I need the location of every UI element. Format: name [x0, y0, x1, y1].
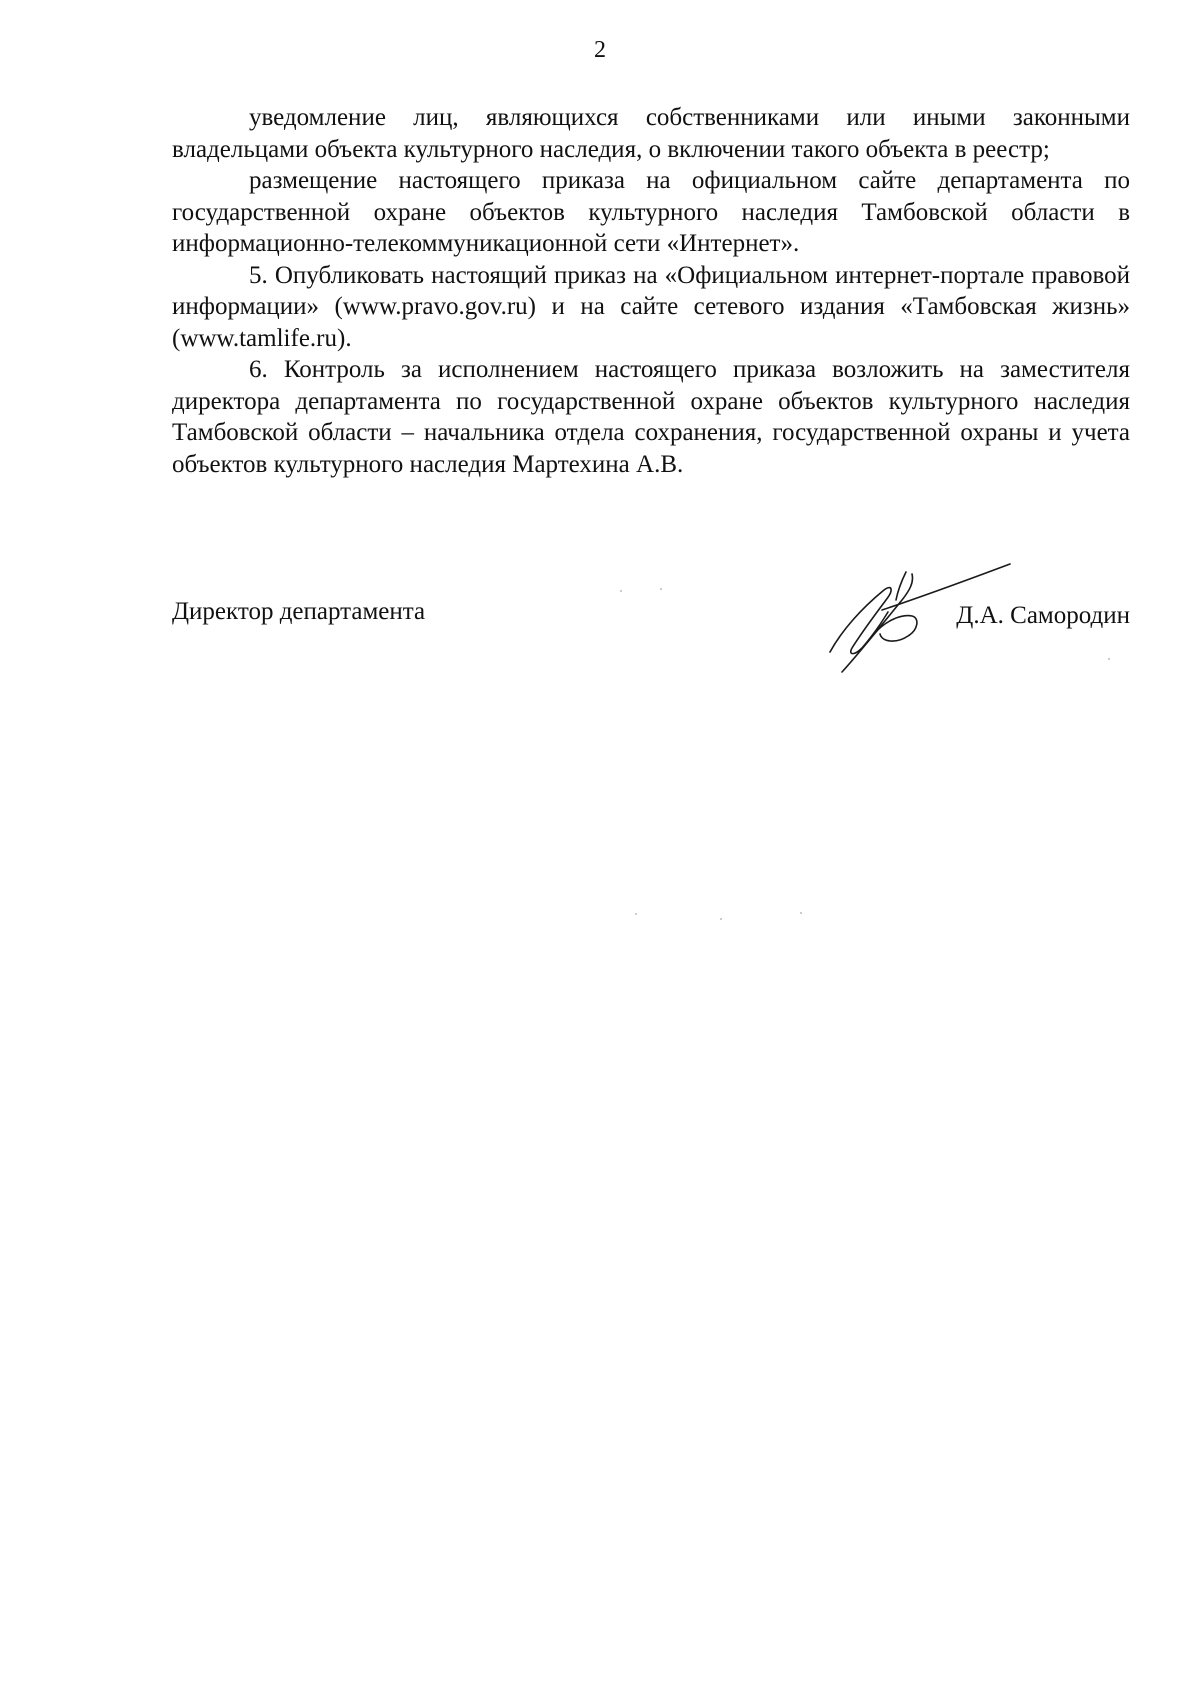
- paragraph-notification: уведомление лиц, являющихся собственниками или иными законными владельцами объекта культурного наследия, о включении такого объекта в реестр;: [172, 104, 1130, 163]
- signer-title: Директор департамента: [172, 598, 426, 625]
- paragraph-website-posting: размещение настоящего приказа на официальном сайте департамента по государственной охране объектов культурного наследия Тамбовской области в информационно-телекоммуникационной сети «Интернет».: [172, 167, 1130, 257]
- paragraph-control: 6. Контроль за исполнением настоящего приказа возложить на заместителя директора департамента по государственной охране объектов культурного наследия Тамбовской области – начальника отдела сохранения, государственной охраны и учета объектов культурного наследия Мартехина А.В.: [172, 356, 1130, 478]
- scan-speck: [800, 912, 802, 914]
- signer-name: Д.А. Самородин: [956, 602, 1130, 629]
- scan-speck: [620, 590, 622, 592]
- page-number: 2: [594, 37, 606, 63]
- signature-block: [172, 560, 1130, 680]
- paragraph-publication: 5. Опубликовать настоящий приказ на «Официальном интернет-портале правовой информации» (www.pravo.gov.ru) и на сайте сетевого издания «Тамбовская жизнь» (www.tamlife.ru).: [172, 261, 1130, 352]
- scan-speck: [720, 918, 722, 920]
- scan-speck: [1108, 658, 1110, 660]
- document-body: [172, 102, 1130, 480]
- scan-speck: [635, 913, 637, 915]
- scan-speck: [660, 588, 662, 590]
